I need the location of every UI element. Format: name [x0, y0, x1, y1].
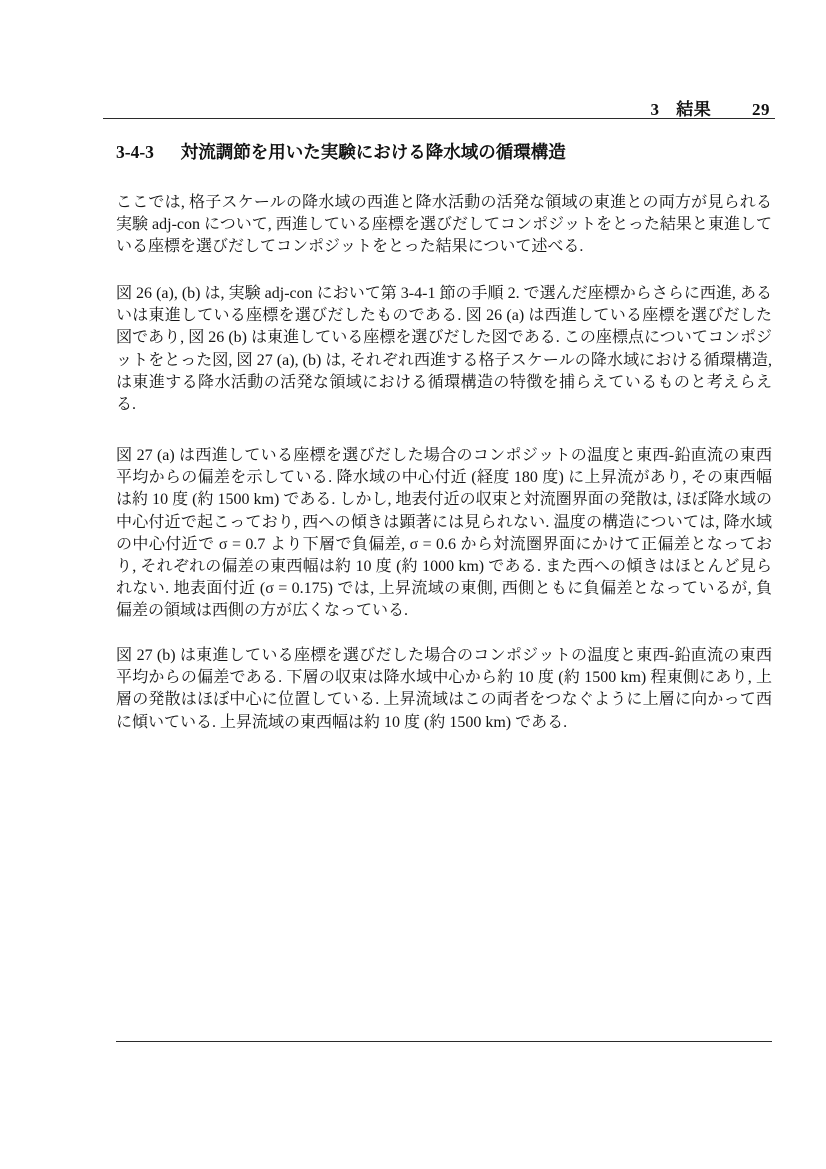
paragraph-figure26: 図 26 (a), (b) は, 実験 adj-con において第 3-4-1 節の手順 2. で選んだ座標からさらに西進, あるいは東進している座標を選びだしたものである. 図 26 (a) は西進している座標を選びだした図であり, 図 26 (b) は東進している座標を選びだした図である. この座標点についてコンポジットをとった図, 図 27 (a), (b) は, それぞれ西進する格子スケールの降水域における循環構造, は東進する降水活動の活発な領域における循環構造の特徴を捕らえているものと考えらえる.: [116, 285, 772, 414]
chapter-number: 3: [650, 100, 660, 119]
section-title: 対流調節を用いた実験における降水域の循環構造: [180, 142, 566, 162]
chapter-title: 結果: [676, 100, 712, 119]
paragraph-figure27a: 図 27 (a) は西進している座標を選びだした場合のコンポジットの温度と東西-鉛直流の東西平均からの偏差を示している. 降水域の中心付近 (経度 180 度) に上昇流があり, その東西幅は約 10 度 (約 1500 km) である. しかし, 地表付近の収束と対流圏界面の発散は, ほぼ降水域の中心付近で起こっており, 西への傾きは顕著には見られない. 温度の構造については, 降水域の中心付近で σ = 0.7 より下層で負偏差, σ = 0.6 から対流圏界面にかけて正偏差となっており, それぞれの偏差の東西幅は約 10 度 (約 1000 km) である. また西への傾きはほとんど見られない. 地表面付近 (σ = 0.175) では, 上昇流域の東側, 西側ともに負偏差となっているが, 負偏差の領域は西側の方が広くなっている.: [116, 447, 772, 620]
page-number: 29: [752, 100, 770, 119]
section-heading: [116, 140, 770, 164]
header-rule: [103, 118, 775, 119]
section-number: 3-4-3: [116, 142, 154, 162]
running-header: [116, 95, 770, 120]
paragraph-intro: ここでは, 格子スケールの降水域の西進と降水活動の活発な領域の東進との両方が見られる実験 adj-con について, 西進している座標を選びだしてコンポジットをとった結果と東進している座標を選びだしてコンポジットをとった結果について述べる.: [116, 194, 772, 256]
paragraph-figure27b: 図 27 (b) は東進している座標を選びだした場合のコンポジットの温度と東西-鉛直流の東西平均からの偏差である. 下層の収束は降水域中心から約 10 度 (約 1500 km) 程東側にあり, 上層の発散はほぼ中心に位置している. 上昇流域はこの両者をつなぐように上層に向かって西に傾いている. 上昇流域の東西幅は約 10 度 (約 1500 km) である.: [116, 647, 772, 731]
footer-rule: [116, 1041, 772, 1042]
